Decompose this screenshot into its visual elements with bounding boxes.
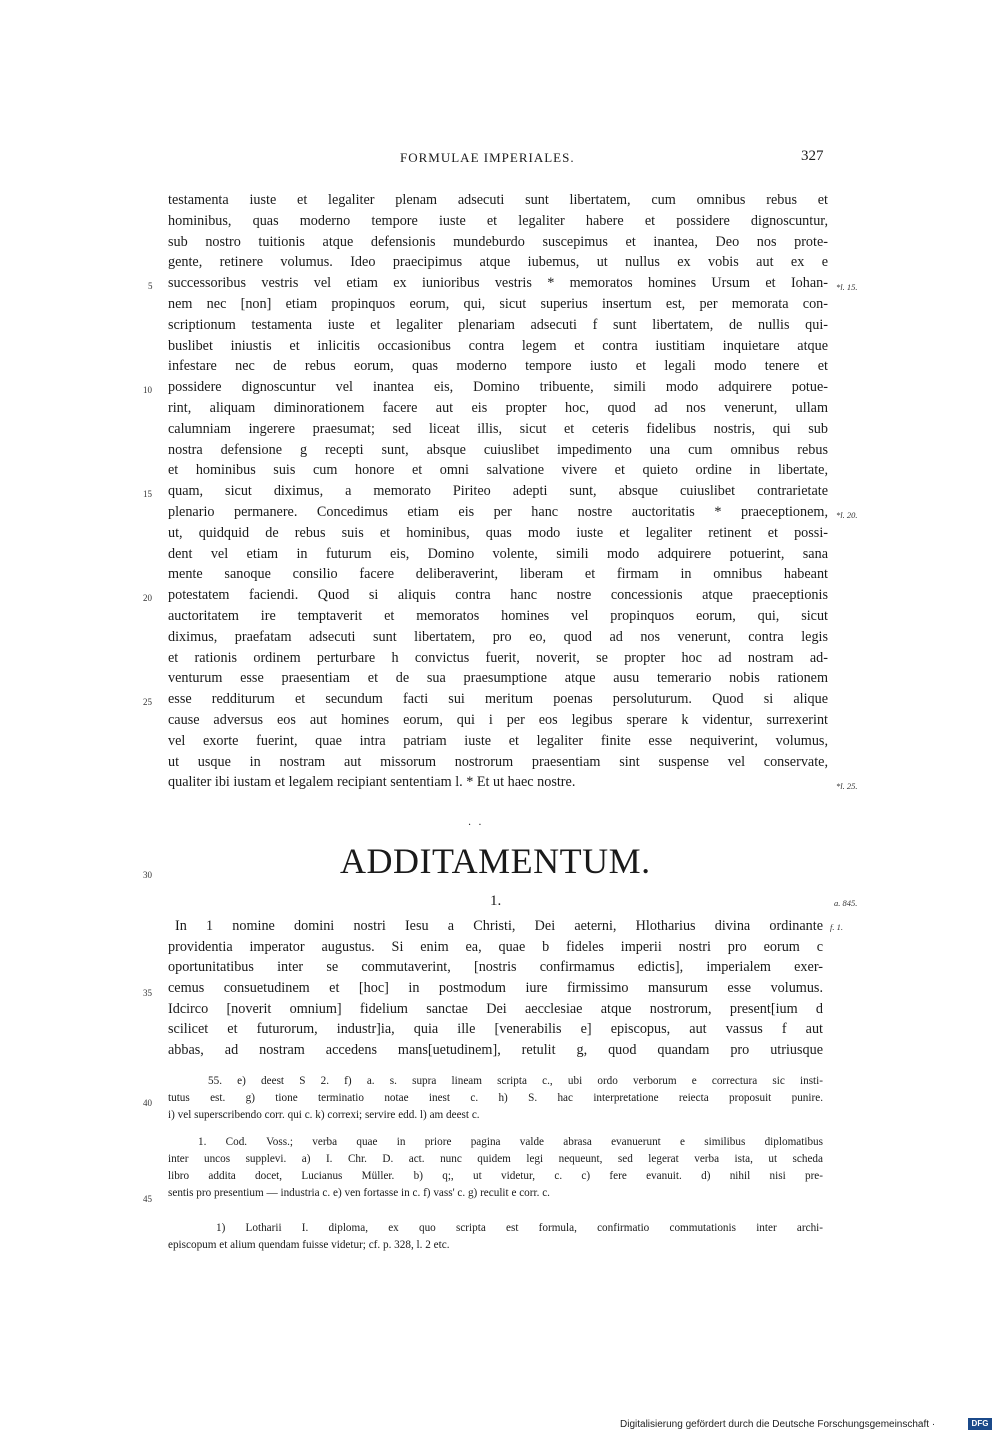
text-line: esse redditurum et secundum facti sui meritum poenas persoluturum. Quod si alique [168, 691, 828, 708]
note-line: inter uncos supplevi. a) I. Chr. D. act. nunc quidem legi nequeunt, sed legerat verba ista, ut scheda [168, 1153, 823, 1165]
note-line: tutus est. g) tione terminatio notae inest c. h) S. hac interpretatione reiecta proposuit punire. [168, 1092, 823, 1104]
text-line: In 1 nomine domini nostri Iesu a Christi, Dei aeterni, Hlotharius divina ordinante [175, 918, 823, 934]
text-line: ut, quidquid de rebus suis et hominibus, quas modo iuste et legaliter retinent et possi- [168, 524, 828, 541]
section-separator: · · [468, 820, 484, 831]
digitization-credit: Digitalisierung gefördert durch die Deutsche Forschungsgemeinschaft · [620, 1419, 936, 1430]
line-number: 35 [143, 988, 152, 998]
line-number: 5 [148, 281, 153, 291]
line-number: 10 [143, 385, 152, 395]
text-line: hominibus, quas moderno tempore iuste et legaliter habere et possidere dignoscuntur, [168, 212, 828, 229]
critical-notes-1 [168, 1134, 823, 1202]
text-line: potestatem faciendi. Quod si aliquis contra hanc nostre concessionis atque praeceptionis [168, 587, 828, 604]
margin-note: *l. 20. [836, 510, 858, 520]
text-line: cause adversus eos aut homines eorum, qui i per eos legibus sperare k videntur, surrexerint [168, 711, 828, 728]
document-number: 1. [490, 893, 502, 909]
text-line: scilicet et futurorum, industr]ia, quia ille [venerabilis e] episcopus, aut vassus f aut [168, 1021, 823, 1038]
line-number: 25 [143, 697, 152, 707]
note-line: sentis pro presentium — industria c. e) ven fortasse in c. f) vass' c. g) reculit e corr. c. [168, 1187, 550, 1199]
line-number: 20 [143, 593, 152, 603]
additamentum-text-block [168, 916, 823, 1061]
line-number: 15 [143, 489, 152, 499]
running-header-title: FORMULAE IMPERIALES. [400, 150, 575, 165]
line-number: 40 [143, 1098, 152, 1108]
text-line: dent vel etiam in futurum eis, Domino volente, simili modo adquirere potuerint, sana [168, 545, 828, 562]
text-line: auctoritatem ire temptaverit et memoratos homines vel propinquos eorum, qui, sicut [168, 607, 828, 624]
text-line: mente sanoque consilio facere deliberaverint, liberam et firmam in omnibus habeant [168, 566, 828, 583]
note-line: 1. Cod. Voss.; verba quae in priore pagina valde abrasa evanuerunt e similibus diplomatibus [198, 1136, 823, 1148]
margin-note: a. 845. [834, 898, 858, 908]
text-line: nostra defensione g recepti sunt, absque cuiuslibet impedimento una cum omnibus rebus [168, 441, 828, 458]
footnote-line: 1) Lotharii I. diploma, ex quo scripta est formula, confirmatio commutationis inter archi- [216, 1222, 823, 1234]
text-line: testamenta iuste et legaliter plenam adsecuti sunt libertatem, cum omnibus rebus et [168, 192, 828, 208]
footnotes [168, 1220, 823, 1254]
line-number: 30 [143, 870, 152, 880]
text-line: ut usque in nostram aut missorum nostrorum praesentiam sint suspense vel conservate, [168, 753, 828, 770]
text-line: oportunitatibus inter se commutaverint, [nostris confirmamus edictis], imperialem exer- [168, 959, 823, 976]
text-line: providentia imperator augustus. Si enim ea, quae b fideles imperii nostri pro eorum c [168, 938, 823, 955]
text-line: rint, aliquam diminorationem facere aut eis propter hoc, quod ad nos venerunt, ullam [168, 399, 828, 416]
text-line: quam, sicut diximus, a memorato Piriteo adepti sunt, absque cuiuslibet contrarietate [168, 483, 828, 500]
text-line: et rationis ordinem perturbare h convictus fuerit, noverit, se propter hoc ad nostram ad- [168, 649, 828, 666]
text-line: cemus consuetudinem et [hoc] in postmodum iure firmissimo mansurum esse volumus. [168, 980, 823, 997]
text-line: successoribus vestris vel etiam ex iunioribus vestris * memoratos homines Ursum et Iohan- [168, 275, 828, 292]
text-line: plenario permanere. Concedimus etiam eis per hanc nostre auctoritatis * praeceptionem, [168, 503, 828, 520]
text-line: abbas, ad nostram accedens mans[uetudinem], retulit g, quod quandam pro utriusque [168, 1042, 823, 1059]
text-line: qualiter ibi iustam et legalem recipiant sententiam l. * Et ut haec nostre. [168, 774, 576, 791]
text-line: possidere dignoscuntur vel inantea eis, Domino tribuente, simili modo adquirere potue- [168, 379, 828, 396]
text-line: calumniam ingerere praesumat; sed liceat illis, sicut et ceteris fidelibus nostris, qui sub [168, 420, 828, 437]
text-line: buslibet iniustis et inlicitis occasionibus contra legem et contra iustitiam inquietare atque [168, 337, 828, 354]
footnote-line: episcopum et alium quendam fuisse videtur; cf. p. 328, l. 2 etc. [168, 1239, 450, 1251]
page-number: 327 [801, 148, 824, 164]
text-line: gente, retinere volumus. Ideo praecipimus atque iubemus, ut nullus ex vobis aut ex e [168, 254, 828, 271]
text-line: Idcirco [noverit omnium] fidelium sanctae Dei aecclesiae atque nostrorum, present[ium d [168, 1000, 823, 1017]
margin-note: *l. 25. [836, 781, 858, 791]
line-number: 45 [143, 1194, 152, 1204]
dfg-logo: DFG [968, 1418, 992, 1430]
text-line: diximus, praefatam adsecuti sunt libertatem, pro eo, quod ad nos venerunt, contra legis [168, 628, 828, 645]
note-line: libro addita docet, Lucianus Müller. b) q;, ut videtur, c. c) fere evanuit. d) nihil nisi pre- [168, 1170, 823, 1182]
note-line: 55. e) deest S 2. f) a. s. supra lineam scripta c., ubi ordo verborum e correctura sic insti- [208, 1075, 823, 1087]
critical-notes-55 [168, 1073, 823, 1124]
note-line: i) vel superscribendo corr. qui c. k) correxi; servire edd. l) am deest c. [168, 1109, 480, 1121]
margin-note: *l. 15. [836, 282, 858, 292]
text-line: vel exorte fuerint, quae intra patriam iuste et legaliter finite esse nequiverint, volumus, [168, 732, 828, 749]
text-line: sub nostro tuitionis atque defensionis mundeburdo suscepimus et inantea, Deo nos prote- [168, 233, 828, 250]
text-line: infestare nec de rebus eorum, quas moderno tempore iusto et legali modo tenere et [168, 358, 828, 375]
main-text-block [168, 190, 828, 793]
text-line: et hominibus suis cum honore et omni salvatione vivere et quieto ordine in libertate, [168, 462, 828, 479]
text-line: scriptionum testamenta iuste et legaliter plenariam adsecuti f sunt libertatem, de nullis qui- [168, 316, 828, 333]
text-line: nem nec [non] etiam propinquos eorum, qui, sicut superius insertum est, per memorata con- [168, 295, 828, 312]
margin-note: f. 1. [830, 922, 843, 932]
section-title: ADDITAMENTUM. [340, 841, 651, 881]
text-line: venturum esse praesentiam et de sua praesumptione atque ausu temerario nobis rationem [168, 670, 828, 687]
